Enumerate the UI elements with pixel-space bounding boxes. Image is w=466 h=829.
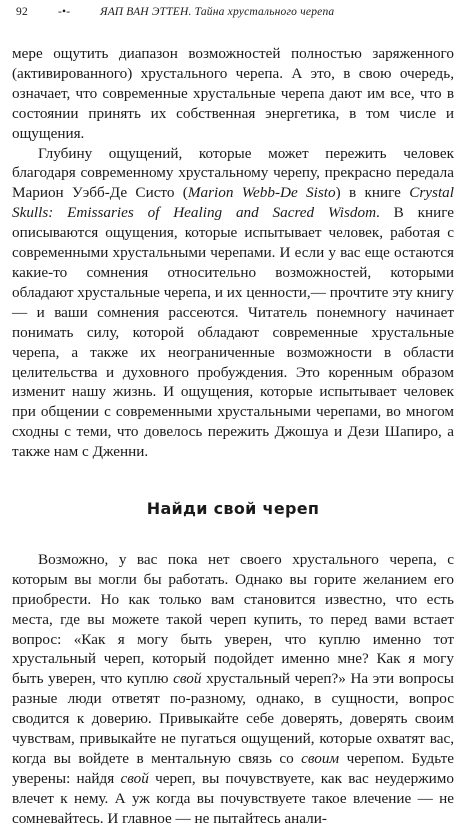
paragraph-text: . В книге описываются ощущения, которые испытывает человек, работая с современными хрустальными черепами. И если у вас еще остаются какие-то сомнения относительно возможностей, которыми обладают хрустальные черепа, и их ценности,— прочтите эту книгу — и ваши сомнения рассеются. Читатель понемногу начинает понимать силу, которой обладают современные хрустальные черепа, а также их неограниченные возможности в области целительства и духовного пробуждения. Это коренным образом изменит нашу жизнь. И ощущения, которые испытывает человек при общении с современными хрустальными черепами, во многом сходны с теми, что довелось пережить Джошуа и Дези Шапиро, а также нам с Дженни.	[12, 204, 455, 461]
book-page	[8, 0, 460, 827]
paragraph-text: Глубину ощущений, которые может пережить человек благодаря современному хрустальному черепу, прекрасно передала Марион Уэбб-Де Систо (	[12, 144, 454, 202]
paragraph-continued: мере ощутить диапазон возможностей полностью заряженного (активированного) хрустального черепа. А это, в свою очередь, означает, что современные хрустальные черепа дают им все, что в состоянии принять их собственная энергетика, в том числе и ощущения.	[12, 45, 454, 142]
paragraph-webb-de-sisto	[12, 144, 454, 463]
section-heading: Найди свой череп	[146, 499, 320, 519]
paragraph-text: череп, вы почувствуете, как вас неудержимо влечет к нему. А уж когда вы почувствуете такое влечение — не сомневайтесь. И главное — не пытайтесь анали-	[12, 769, 454, 827]
header-separator: -•-	[58, 6, 71, 18]
header-title: ЯАП ВАН ЭТТЕН. Тайна хрустального черепа	[100, 6, 335, 18]
emphasis-word: своим	[301, 750, 340, 767]
book-title: Crystal Skulls: Emissaries of Healing and Sacred Wisdom	[12, 184, 454, 222]
running-head	[8, 6, 460, 26]
author-latin-name: Marion Webb-De Sisto	[187, 184, 336, 202]
paragraph-text: Возможно, у вас пока нет своего хрустального черепа, с которым вы могли бы работать. Однако вы горите желанием его приобрести. Но как только вам становится известно, что есть места, где вы можете такой череп купить, то перед вами встает вопрос: «Как я могу быть уверен, что куплю именно тот хрустальный череп, который подойдет именно мне? Как я могу быть уверен, что куплю	[12, 550, 454, 688]
paragraph-text: черепом. Будьте уверены: найдя	[12, 750, 454, 787]
paragraph-text: ) в книге	[335, 184, 410, 202]
emphasis-word: свой	[120, 769, 149, 787]
body-text	[12, 44, 454, 829]
page-number: 92	[16, 6, 28, 18]
paragraph-find-your-skull	[12, 550, 454, 829]
paragraph-text: хрустальный череп?» На эти вопросы разные люди ответят по-разному, однако, в сущности, вопрос сводится к доверию. Привыкайте себе доверять, доверять своим чувствам, привыкайте не пугаться ощущений, которые охватят вас, когда вы войдете в ментальную связь со	[12, 670, 454, 767]
emphasis-word: свой	[173, 670, 202, 688]
